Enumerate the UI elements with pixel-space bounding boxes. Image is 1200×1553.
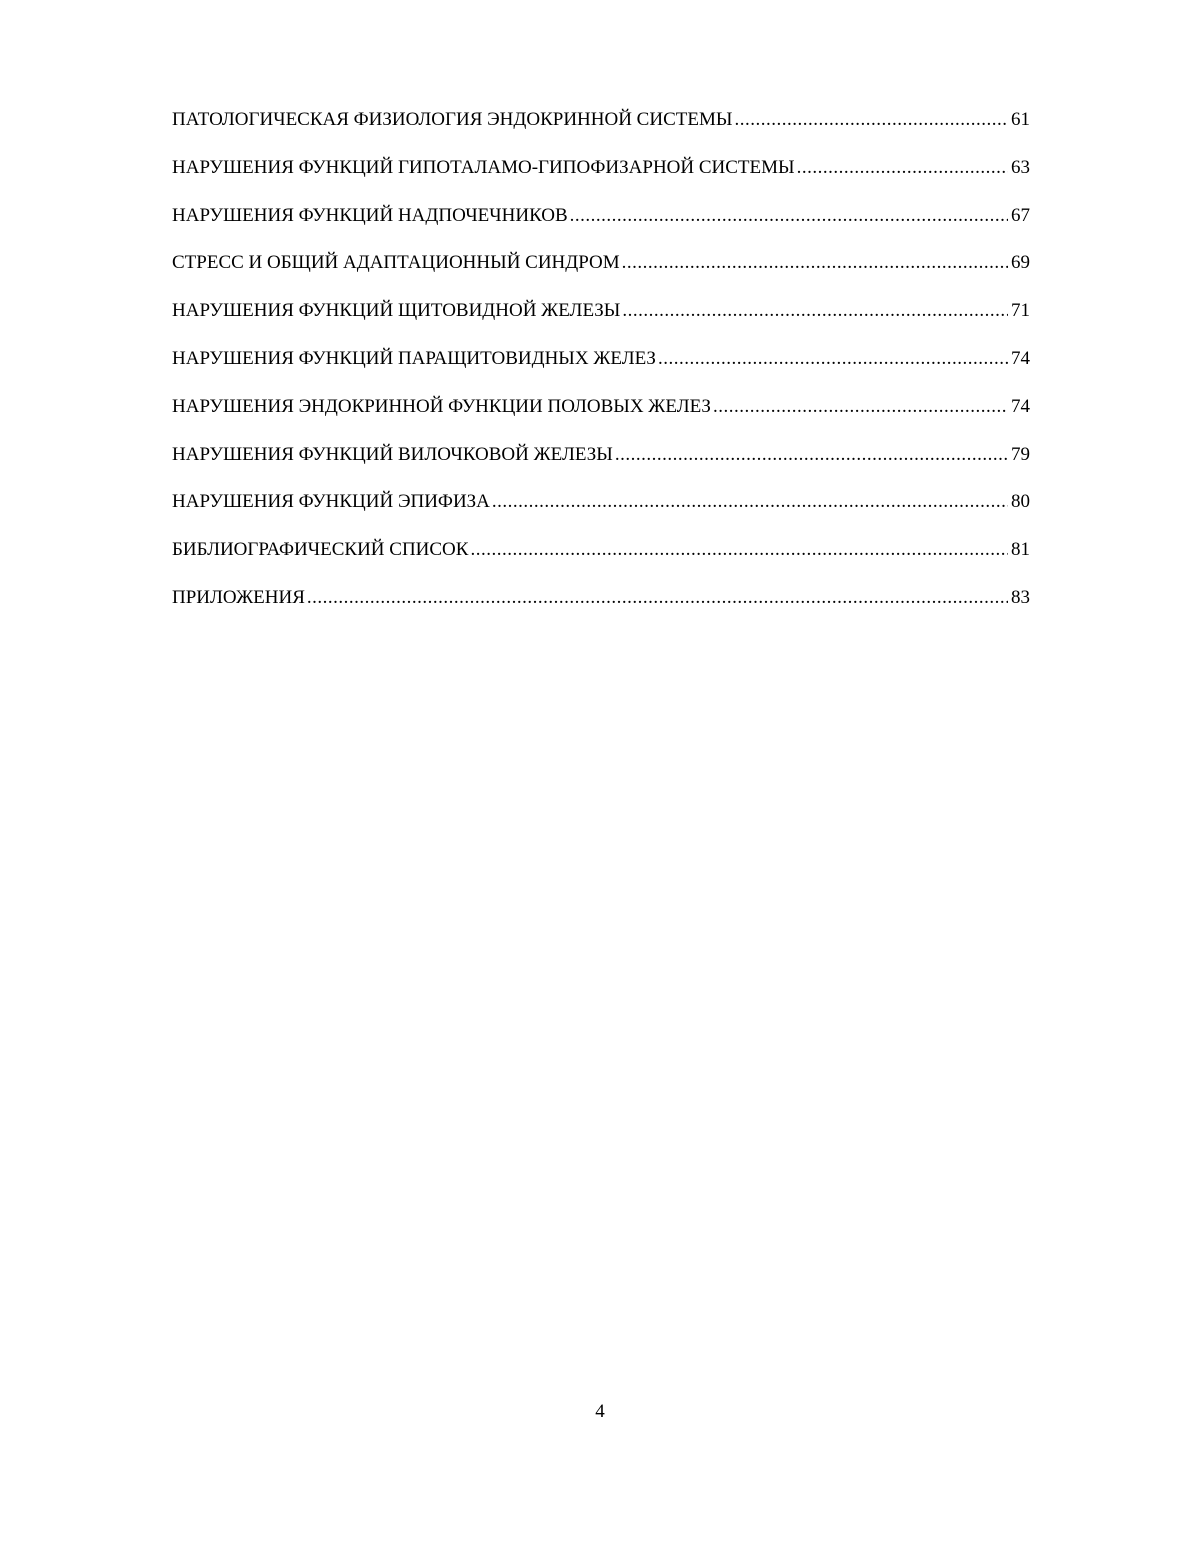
toc-entry-title: НАРУШЕНИЯ ФУНКЦИЙ ВИЛОЧКОВОЙ ЖЕЛЕЗЫ: [172, 443, 613, 465]
toc-entry-page: 83: [1011, 586, 1030, 608]
toc-entry-title: НАРУШЕНИЯ ФУНКЦИЙ НАДПОЧЕЧНИКОВ: [172, 204, 568, 226]
toc-dot-leader: [307, 584, 1008, 612]
toc-entry-page: 79: [1011, 443, 1030, 465]
toc-entry-title: НАРУШЕНИЯ ФУНКЦИЙ ЭПИФИЗА: [172, 491, 490, 513]
toc-dot-leader: [570, 202, 1008, 230]
toc-dot-leader: [713, 393, 1008, 421]
toc-dot-leader: [734, 106, 1008, 134]
toc-dot-leader: [470, 536, 1008, 564]
toc-entry[interactable]: [172, 154, 1030, 202]
page-number: 4: [595, 1401, 605, 1422]
toc-entry[interactable]: [172, 584, 1030, 632]
toc-entry[interactable]: [172, 393, 1030, 441]
toc-entry-page: 80: [1011, 491, 1030, 513]
toc-dot-leader: [797, 154, 1008, 182]
toc-entry[interactable]: [172, 202, 1030, 250]
toc-entry-title: ПАТОЛОГИЧЕСКАЯ ФИЗИОЛОГИЯ ЭНДОКРИННОЙ СИСТЕМЫ: [172, 109, 733, 130]
toc-entry-title: НАРУШЕНИЯ ФУНКЦИЙ ПАРАЩИТОВИДНЫХ ЖЕЛЕЗ: [172, 347, 656, 369]
table-of-contents: [172, 106, 1030, 632]
toc-entry-title: НАРУШЕНИЯ ЭНДОКРИННОЙ ФУНКЦИИ ПОЛОВЫХ ЖЕЛЕЗ: [172, 395, 711, 417]
toc-entry-page: 71: [1011, 300, 1030, 322]
toc-dot-leader: [622, 297, 1008, 325]
toc-entry-page: 69: [1011, 252, 1030, 274]
toc-entry-page: 67: [1011, 204, 1030, 226]
toc-entry[interactable]: [172, 297, 1030, 345]
toc-entry-title: НАРУШЕНИЯ ФУНКЦИЙ ГИПОТАЛАМО-ГИПОФИЗАРНОЙ СИСТЕМЫ: [172, 156, 795, 178]
toc-dot-leader: [492, 488, 1008, 516]
toc-entry-page: 61: [1011, 109, 1030, 130]
toc-entry-page: 63: [1011, 156, 1030, 178]
toc-entry-page: 81: [1011, 539, 1030, 561]
toc-entry-page: 74: [1011, 395, 1030, 417]
toc-entry-page: 74: [1011, 347, 1030, 369]
toc-entry[interactable]: [172, 249, 1030, 297]
toc-entry[interactable]: [172, 106, 1030, 154]
toc-entry[interactable]: [172, 536, 1030, 584]
toc-dot-leader: [615, 441, 1008, 469]
toc-entry-title: НАРУШЕНИЯ ФУНКЦИЙ ЩИТОВИДНОЙ ЖЕЛЕЗЫ: [172, 300, 621, 322]
toc-entry[interactable]: [172, 345, 1030, 393]
toc-entry[interactable]: [172, 441, 1030, 489]
toc-entry-title: СТРЕСС И ОБЩИЙ АДАПТАЦИОННЫЙ СИНДРОМ: [172, 252, 620, 274]
toc-entry-title: БИБЛИОГРАФИЧЕСКИЙ СПИСОК: [172, 539, 469, 561]
toc-dot-leader: [622, 249, 1008, 277]
toc-entry[interactable]: [172, 488, 1030, 536]
toc-dot-leader: [658, 345, 1008, 373]
toc-entry-title: ПРИЛОЖЕНИЯ: [172, 586, 305, 608]
